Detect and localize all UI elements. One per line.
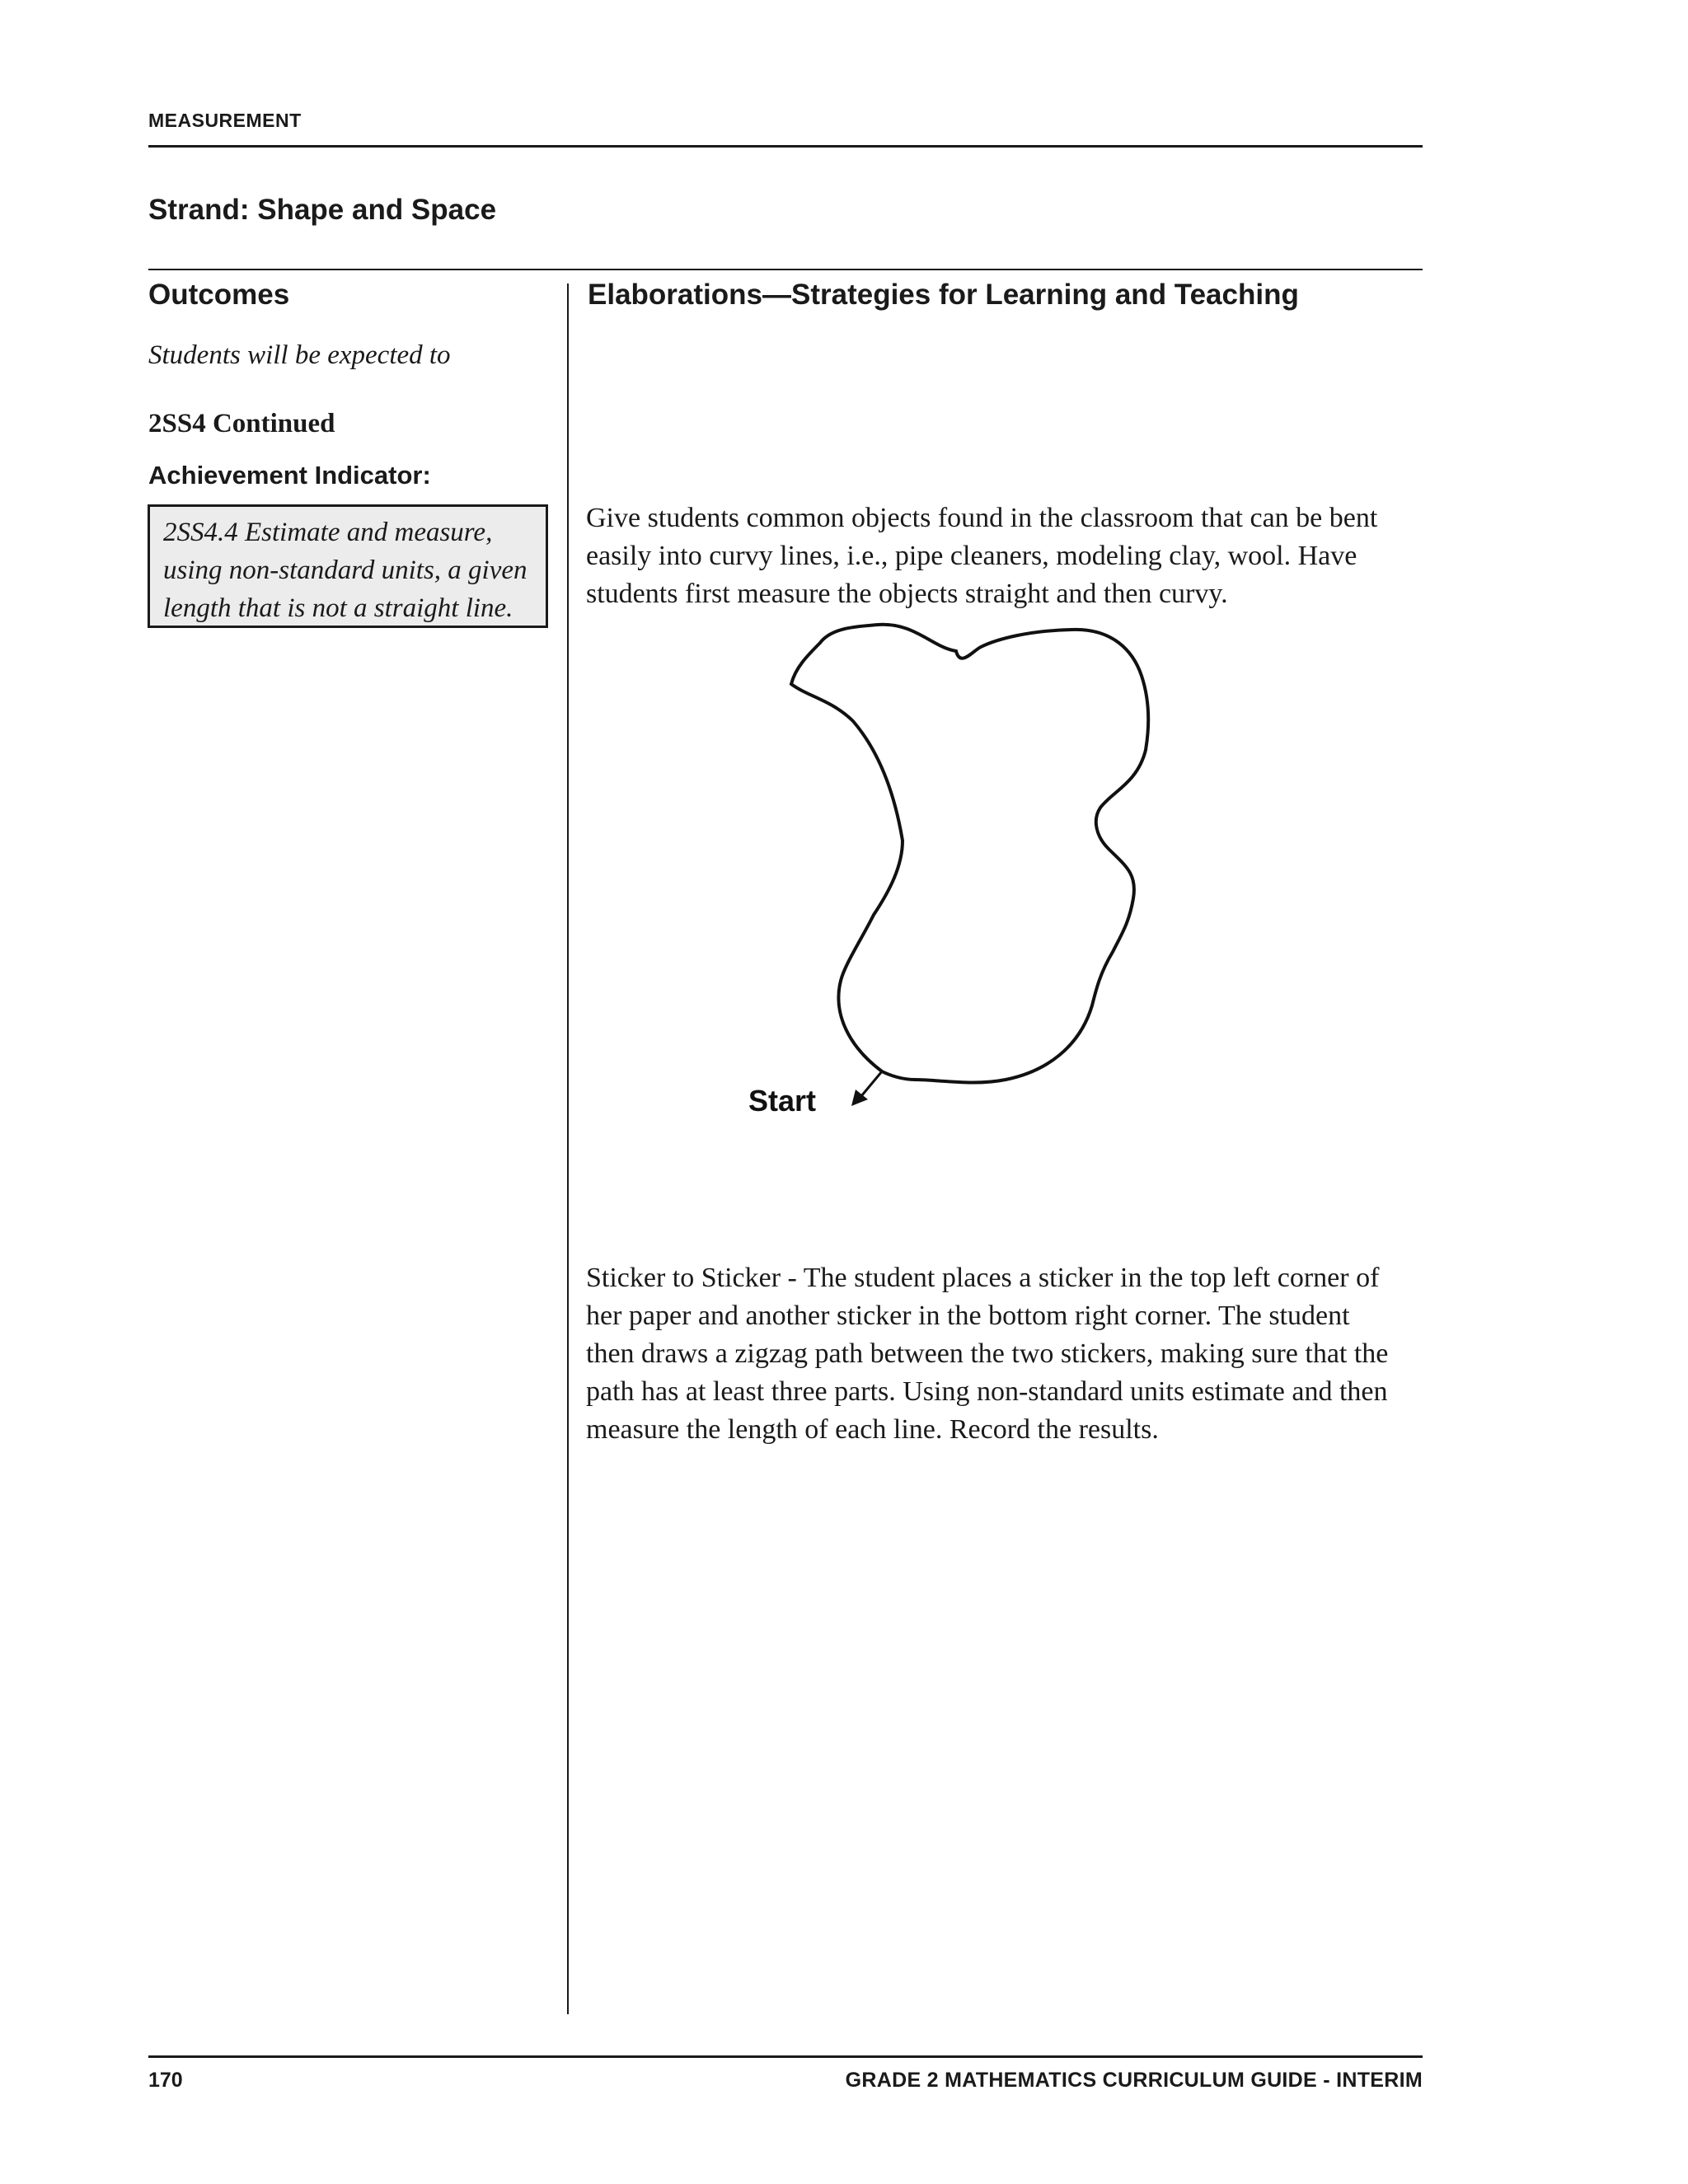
outcome-continued: 2SS4 Continued <box>148 409 335 438</box>
start-label: Start <box>748 1084 817 1118</box>
elaborations-heading: Elaborations—Strategies for Learning and Teaching <box>588 279 1299 311</box>
curvy-path-figure <box>725 618 1220 1146</box>
indicator-line: 2SS4.4 Estimate and measure, <box>163 518 493 547</box>
outcomes-heading: Outcomes <box>148 279 290 311</box>
strand-rule <box>148 269 1423 270</box>
header-rule <box>148 145 1423 148</box>
achievement-indicator-heading: Achievement Indicator: <box>148 461 431 490</box>
indicator-line: using non-standard units, a given <box>163 555 528 585</box>
strand-title: Strand: Shape and Space <box>148 194 497 226</box>
column-divider <box>567 284 569 2014</box>
strategy-paragraph-sticker <box>586 1259 1435 1449</box>
paragraph-line: measure the length of each line. Record the results. <box>586 1414 1159 1445</box>
paragraph-line: her paper and another sticker in the bottom right corner. The student <box>586 1301 1350 1331</box>
achievement-indicator-box <box>148 504 548 628</box>
paragraph-line: path has at least three parts. Using non-standard units estimate and then <box>586 1376 1388 1407</box>
paragraph-line: then draws a zigzag path between the two stickers, making sure that the <box>586 1338 1389 1369</box>
start-arrow-line <box>861 1071 882 1096</box>
footer-rule <box>148 2055 1423 2058</box>
footer-title: GRADE 2 MATHEMATICS CURRICULUM GUIDE - INTERIM <box>845 2069 1423 2092</box>
paragraph-line: easily into curvy lines, i.e., pipe cleaners, modeling clay, wool. Have <box>586 541 1357 571</box>
strategy-paragraph-curvy <box>586 499 1435 613</box>
page-number: 170 <box>148 2069 183 2092</box>
paragraph-line: students first measure the objects straight and then curvy. <box>586 579 1228 609</box>
section-label: MEASUREMENT <box>148 110 302 131</box>
paragraph-line: Sticker to Sticker - The student places a sticker in the top left corner of <box>586 1263 1380 1293</box>
paragraph-line: Give students common objects found in the classroom that can be bent <box>586 503 1378 533</box>
expected-text: Students will be expected to <box>148 340 451 370</box>
indicator-line: length that is not a straight line. <box>163 593 513 623</box>
curvy-path-outline <box>791 625 1148 1083</box>
